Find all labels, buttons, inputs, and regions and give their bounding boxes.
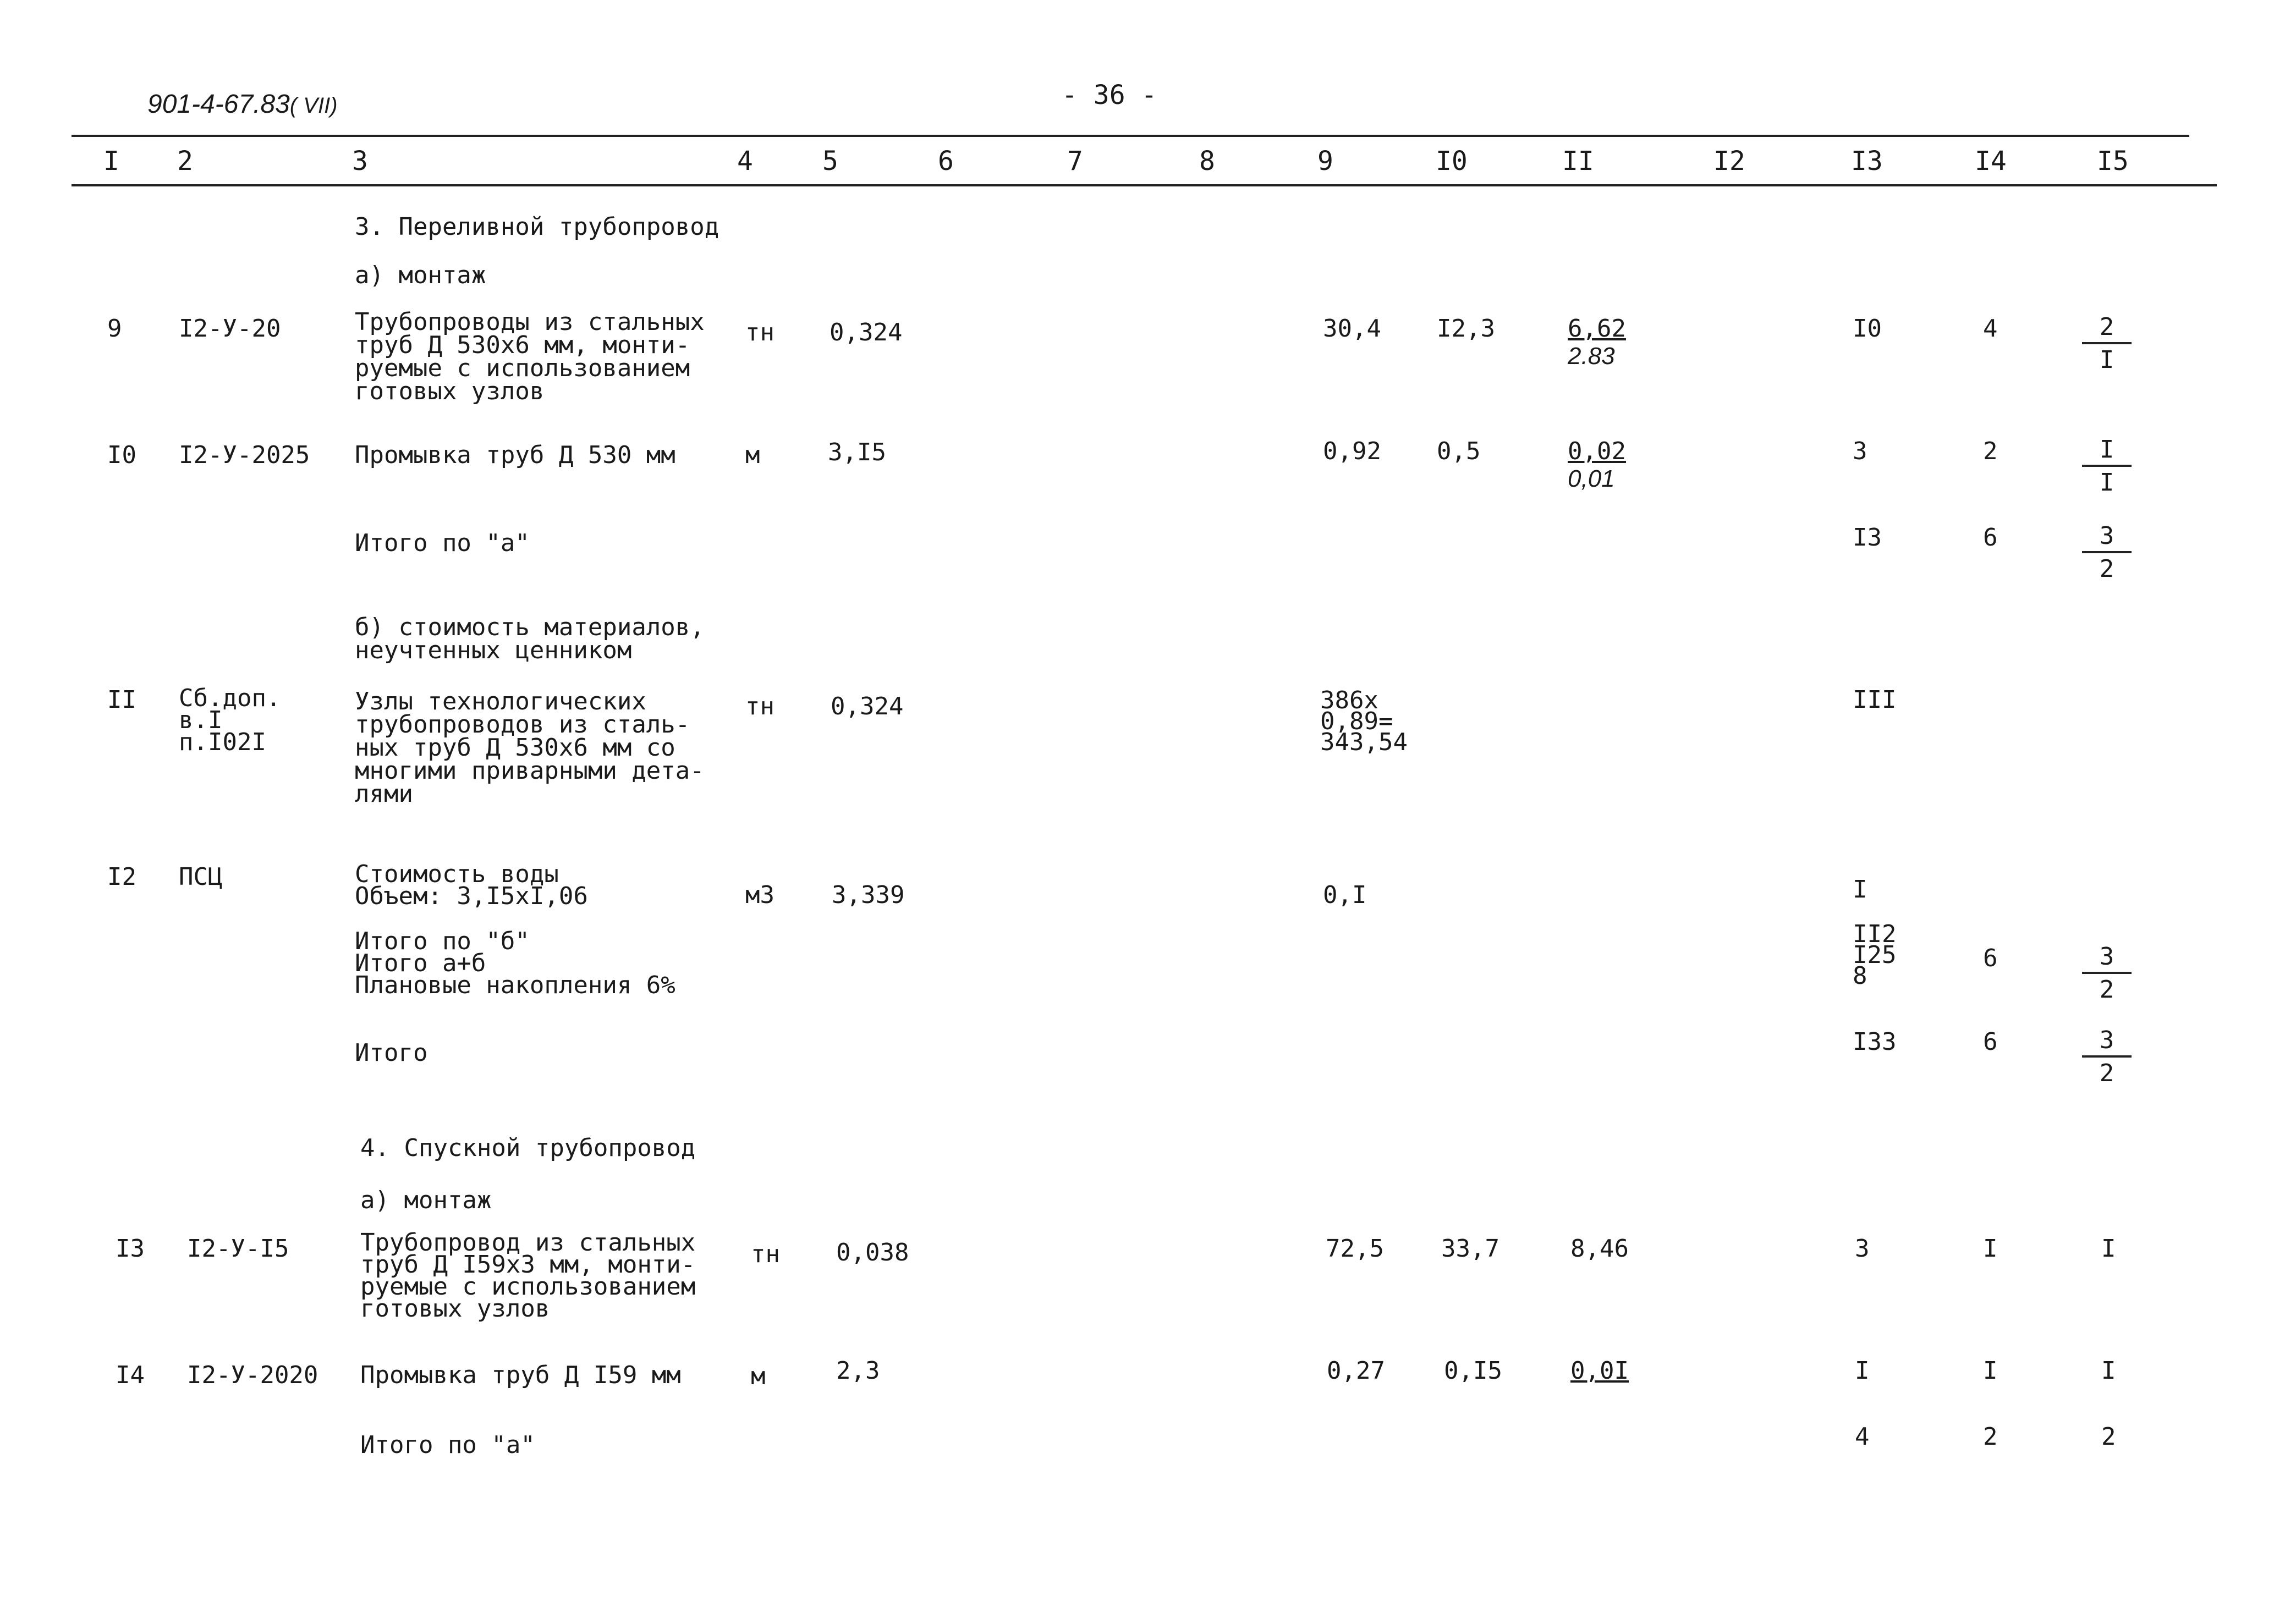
fraction-bar <box>2082 1055 2132 1058</box>
section-3-title: 3. Переливной трубопровод <box>355 213 719 241</box>
rate-code: I2-У-2025 <box>179 441 310 469</box>
work-description: Стоимость воды Объем: 3,I5хI,06 <box>355 860 588 910</box>
col15-value: I <box>2101 1235 2116 1263</box>
unit: тн <box>745 318 775 346</box>
unit: м <box>745 441 760 469</box>
fraction-bar <box>2082 465 2132 467</box>
rate-code: Сб.доп. в.I п.I02I <box>179 684 281 756</box>
work-description: Промывка труб Д I59 мм <box>360 1361 681 1389</box>
col11-value-bottom: 2.83 <box>1568 343 1615 370</box>
col9-value: 0,I <box>1323 881 1367 909</box>
col14-value: I <box>1983 1357 1998 1385</box>
column-header-10: I0 <box>1436 146 1468 177</box>
col11-value-top: 0,02 <box>1568 437 1626 465</box>
section-3-subheading-b: б) стоимость материалов, неучтенных ценником <box>355 613 705 664</box>
col13-value: I <box>1853 876 1867 904</box>
col14-value: 2 <box>1983 437 1998 465</box>
col13-value: II2 I25 8 <box>1853 920 1897 990</box>
header-top-rule <box>72 135 2189 137</box>
row-number: I2 <box>107 863 136 891</box>
header-bottom-rule <box>72 184 2217 186</box>
rate-code: I2-У-20 <box>179 315 281 343</box>
col13-value: 4 <box>1855 1423 1870 1451</box>
col9-value: 386х 0,89= 343,54 <box>1320 686 1408 756</box>
col15-numerator: I <box>2099 436 2114 464</box>
col13-value: III <box>1853 686 1897 714</box>
col15-denominator: 2 <box>2099 1059 2114 1087</box>
col15-numerator: 2 <box>2099 313 2114 341</box>
col11-value-top: 6,62 <box>1568 315 1626 343</box>
section-4-title: 4. Спускной трубопровод <box>360 1134 696 1162</box>
col10-value: I2,3 <box>1437 315 1495 343</box>
work-description: Узлы технологических трубопроводов из сталь- ных труб Д 530х6 мм со многими приварными дета- лями <box>355 687 705 808</box>
col13-value: 3 <box>1853 437 1867 465</box>
col15-fraction <box>2077 522 2137 583</box>
fraction-bar <box>2082 551 2132 553</box>
column-header-7: 7 <box>1067 146 1083 177</box>
column-header-9: 9 <box>1317 146 1333 177</box>
col15-numerator: 3 <box>2099 522 2114 550</box>
page-number: - 36 - <box>1062 80 1157 111</box>
col15-value: 2 <box>2101 1423 2116 1451</box>
col15-fraction <box>2077 436 2137 497</box>
col13-value: I0 <box>1853 315 1882 343</box>
col14-value: 6 <box>1983 1028 1998 1056</box>
col11-value: 0,0I <box>1570 1357 1629 1385</box>
row-number: II <box>107 686 136 714</box>
quantity: 3,I5 <box>828 438 886 466</box>
col15-fraction <box>2077 943 2137 1004</box>
unit: тн <box>745 692 775 720</box>
col15-value: I <box>2101 1357 2116 1385</box>
rate-code: I2-У-I5 <box>187 1235 289 1263</box>
col15-denominator: I <box>2099 469 2114 497</box>
column-header-5: 5 <box>822 146 838 177</box>
col10-value: 0,5 <box>1437 437 1481 465</box>
col9-value: 0,27 <box>1327 1357 1385 1385</box>
col15-denominator: 2 <box>2099 976 2114 1004</box>
rate-code: I2-У-2020 <box>187 1361 318 1389</box>
row-number: I4 <box>116 1361 145 1389</box>
column-header-1: I <box>103 146 119 177</box>
column-header-15: I5 <box>2097 146 2129 177</box>
col13-value: I <box>1855 1357 1870 1385</box>
col9-value: 30,4 <box>1323 315 1381 343</box>
work-description: Промывка труб Д 530 мм <box>355 441 675 469</box>
quantity: 0,038 <box>836 1238 909 1267</box>
column-header-8: 8 <box>1199 146 1215 177</box>
section-4-subheading-a: а) монтаж <box>360 1186 492 1214</box>
col13-value: 3 <box>1855 1235 1870 1263</box>
fraction-bar <box>2082 342 2132 344</box>
col14-value: 4 <box>1983 315 1998 343</box>
col11-value-bottom: 0,01 <box>1568 465 1615 492</box>
col14-value: 6 <box>1983 944 1998 972</box>
quantity: 3,339 <box>832 881 905 909</box>
column-header-6: 6 <box>938 146 954 177</box>
col9-value: 72,5 <box>1326 1235 1384 1263</box>
col14-value: 6 <box>1983 524 1998 552</box>
col15-denominator: I <box>2099 346 2114 374</box>
col13-value: I33 <box>1853 1028 1897 1056</box>
total-label: Итого по "а" <box>355 529 530 557</box>
col10-value: 33,7 <box>1441 1235 1499 1263</box>
col13-value: I3 <box>1853 524 1882 552</box>
column-header-11: II <box>1562 146 1594 177</box>
unit: тн <box>751 1240 780 1268</box>
fraction-bar <box>2082 972 2132 974</box>
col10-value: 0,I5 <box>1444 1357 1502 1385</box>
column-header-14: I4 <box>1975 146 2007 177</box>
column-header-2: 2 <box>177 146 193 177</box>
quantity: 0,324 <box>831 692 904 720</box>
work-description: Трубопровод из стальных труб Д I59х3 мм, монти- руемые с использованием готовых узлов <box>360 1229 696 1323</box>
col15-denominator: 2 <box>2099 555 2114 583</box>
column-header-3: 3 <box>352 146 368 177</box>
section-3-subheading-a: а) монтаж <box>355 261 486 289</box>
column-header-4: 4 <box>737 146 753 177</box>
row-number: I0 <box>107 441 136 469</box>
unit: м3 <box>745 881 775 909</box>
col15-numerator: 3 <box>2099 1026 2114 1054</box>
work-description: Трубопроводы из стальных труб Д 530х6 мм, монти- руемые с использованием готовых узлов <box>355 308 705 405</box>
column-header-12: I2 <box>1713 146 1745 177</box>
col11-value: 8,46 <box>1570 1235 1629 1263</box>
col15-numerator: 3 <box>2099 943 2114 971</box>
row-number: 9 <box>107 315 122 343</box>
unit: м <box>751 1362 766 1390</box>
col14-value: I <box>1983 1235 1998 1263</box>
rate-code: ПСЦ <box>179 863 223 891</box>
quantity: 0,324 <box>830 318 903 346</box>
row-number: I3 <box>116 1235 145 1263</box>
col15-fraction <box>2077 1027 2137 1087</box>
total-label: Итого <box>355 1039 428 1067</box>
col9-value: 0,92 <box>1323 437 1381 465</box>
total-label: Итого по "а" <box>360 1431 535 1459</box>
document-code: 901-4-67.83( VII) <box>147 90 338 119</box>
col15-fraction <box>2077 313 2137 374</box>
quantity: 2,3 <box>836 1357 880 1385</box>
total-label: Итого по "б" Итого а+б Плановые накопления 6% <box>355 927 675 999</box>
col14-value: 2 <box>1983 1423 1998 1451</box>
column-header-13: I3 <box>1851 146 1883 177</box>
